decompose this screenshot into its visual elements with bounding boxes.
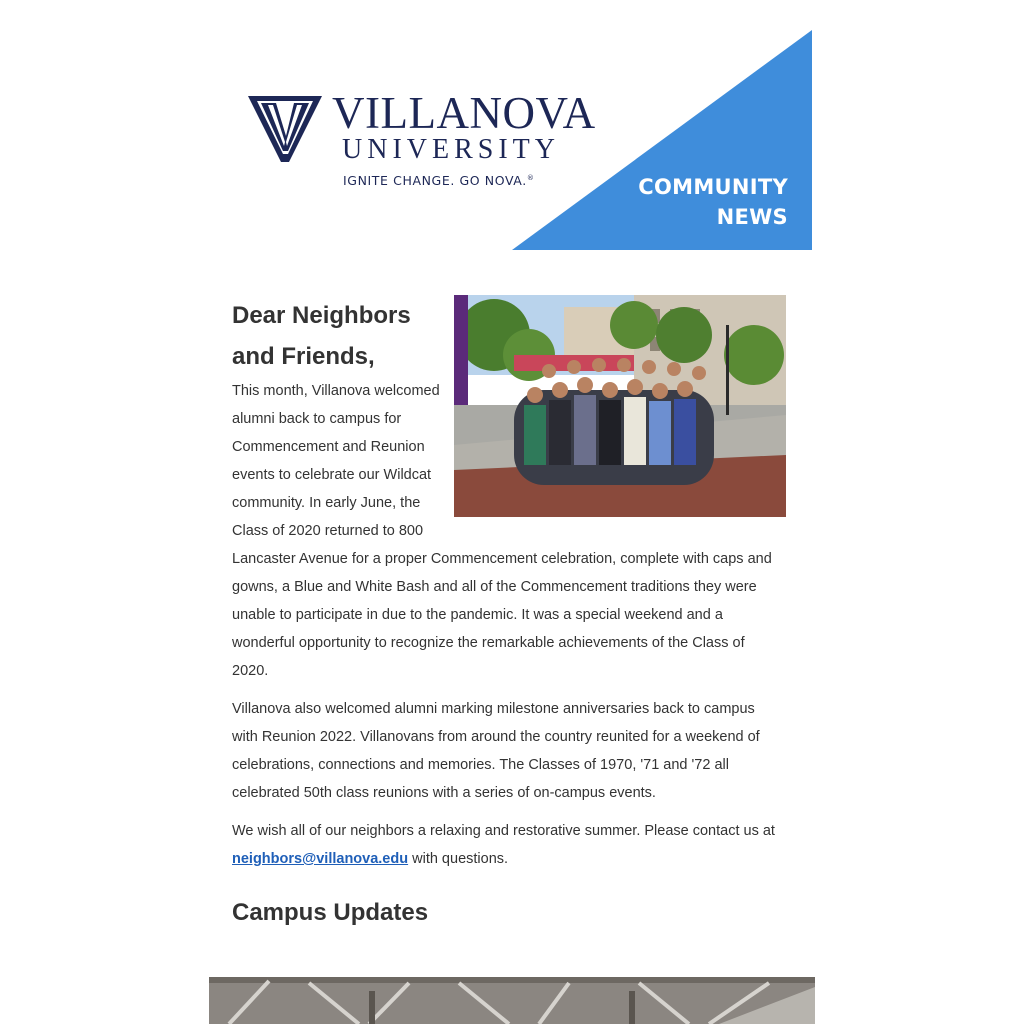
email-link[interactable]: neighbors@villanova.edu [232,851,409,867]
campus-updates-heading: Campus Updates [232,899,429,926]
alumni-group-photo [454,295,786,517]
building-interior-photo [209,977,815,1024]
community-news-label: COMMUNITY NEWS [638,175,788,229]
campus-updates-section [232,898,428,928]
logo-wordmark: VILLANOVA [332,88,596,138]
logo-university: UNIVERSITY [342,134,560,165]
letter-paragraph-1: This month, Villanova welcomed alumni back to campus for Commencement and Reunion events to celebrate our Wildcat community. In early June, the Class of 2020 returned to 800 Lancaster Avenue for a proper Commencement celebration, complete with caps and gowns, a Blue and White Bash and all of the Commencement traditions they were unable to participate in due to the pandemic. It was a special weekend and a wonderful opportunity to recognize the remarkable achievements of the Class of 2020. [232,383,772,679]
greeting-heading: Dear Neighbors and Friends, [232,302,411,370]
letter-paragraph-3: We wish all of our neighbors a relaxing and restorative summer. Please contact us at neighbors@villanova.edu with questions. [232,823,775,867]
header-banner [232,30,812,250]
logo-tagline: IGNITE CHANGE. GO NOVA.® [343,173,535,188]
villanova-v-shield-icon [248,96,322,162]
letter-content [232,295,784,883]
letter-paragraph-2: Villanova also welcomed alumni marking milestone anniversaries back to campus with Reunion 2022. Villanovans from around the country reunited for a weekend of celebrations, connections and memories. The Classes of 1970, '71 and '72 all celebrated 50th class reunions with a series of on-campus events. [232,701,760,801]
